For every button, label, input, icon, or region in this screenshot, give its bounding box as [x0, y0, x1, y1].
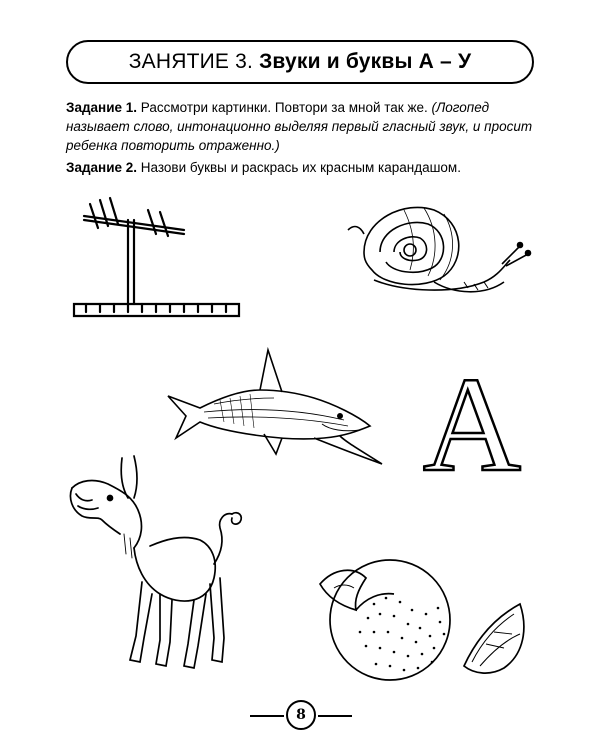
lesson-topic: Звуки и буквы А – У: [259, 50, 472, 73]
letter-a: A: [422, 368, 522, 478]
snail-icon: [334, 190, 534, 310]
lesson-number: ЗАНЯТИЕ 3.: [128, 50, 254, 73]
letter-a-outline: [402, 368, 542, 478]
task-1-text: Рассмотри картинки. Повтори за мной так же.: [137, 100, 432, 115]
footer-line-left: [250, 715, 284, 717]
task-2-text: Назови буквы и раскрась их красным карандашом.: [137, 160, 461, 175]
task-2-label: Задание 2.: [66, 160, 138, 175]
donkey-icon: [64, 454, 254, 684]
footer-line-right: [318, 715, 352, 717]
task-1-label: Задание 1.: [66, 100, 138, 115]
task-1-note: (Логопед называет слово, интонационно выделяя первый гласный звук, и просит ребенка повторить отраженно.): [66, 100, 533, 153]
task-2: [66, 158, 540, 177]
page-footer: [0, 698, 600, 732]
orange-icon: [314, 544, 544, 694]
page-number: 8: [286, 700, 316, 730]
task-1: [66, 98, 540, 155]
lesson-title: [66, 40, 534, 84]
antenna-icon: [64, 190, 254, 320]
